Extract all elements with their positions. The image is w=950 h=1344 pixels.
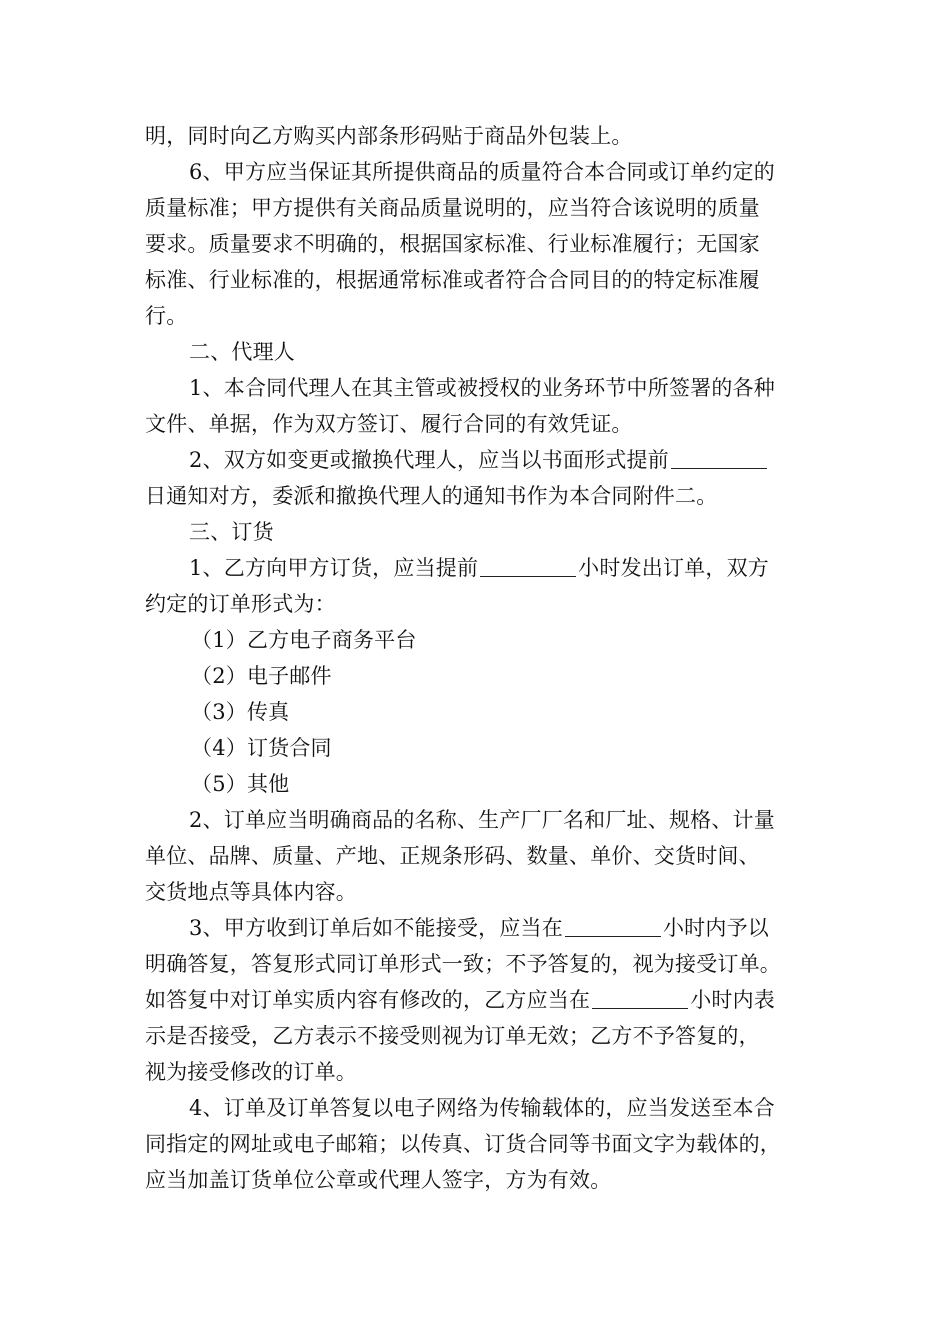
line-text: 小时内表 [690,988,776,1012]
paragraph-line: 同指定的网址或电子邮箱；以传真、订货合同等书面文字为载体的， [145,1132,781,1156]
paragraph-line: 明确答复，答复形式同订单形式一致；不予答复的，视为接受订单。 [145,952,781,976]
paragraph-line: 单位、品牌、质量、产地、正规条形码、数量、单价、交货时间、 [145,844,760,868]
paragraph-line: 要求。质量要求不明确的，根据国家标准、行业标准履行；无国家 [145,232,760,256]
line-text: 2、双方如变更或撤换代理人，应当以书面形式提前 [189,448,669,472]
list-item: （5）其他 [191,772,290,796]
paragraph-line: 标准、行业标准的，根据通常标准或者符合合同目的的特定标准履 [145,268,760,292]
line-text: 3、甲方收到订单后如不能接受，应当在 [189,916,563,940]
paragraph-line: 约定的订单形式为： [145,592,336,616]
line-text: 小时内予以 [662,916,769,940]
paragraph-line: 2、订单应当明确商品的名称、生产厂厂名和厂址、规格、计量 [189,808,775,832]
section-heading-agent: 二、代理人 [189,340,295,364]
list-item: （2）电子邮件 [191,664,332,688]
paragraph-line [145,442,815,478]
section-heading-ordering: 三、订货 [189,520,274,544]
fill-in-blank [565,916,661,937]
paragraph-line [145,550,815,586]
paragraph-line: 示是否接受，乙方表示不接受则视为订单无效；乙方不予答复的， [145,1024,760,1048]
fill-in-blank [480,556,576,577]
paragraph-line: 行。 [145,304,188,328]
paragraph-line: 6、甲方应当保证其所提供商品的质量符合本合同或订单约定的 [189,160,775,184]
paragraph-line: 视为接受修改的订单。 [145,1060,357,1084]
line-text: 1、乙方向甲方订货，应当提前 [189,556,479,580]
paragraph-line: 文件、单据，作为双方签订、履行合同的有效凭证。 [145,412,633,436]
paragraph-line: 质量标准；甲方提供有关商品质量说明的，应当符合该说明的质量 [145,196,760,220]
paragraph-line: 明，同时向乙方购买内部条形码贴于商品外包装上。 [145,124,633,148]
line-text: 如答复中对订单实质内容有修改的，乙方应当在 [145,988,591,1012]
paragraph-line [145,982,815,1018]
paragraph-line: 4、订单及订单答复以电子网络为传输载体的，应当发送至本合 [189,1096,775,1120]
paragraph-line [145,910,815,946]
list-item: （3）传真 [191,700,290,724]
list-item: （1）乙方电子商务平台 [191,628,417,652]
paragraph-line: 应当加盖订货单位公章或代理人签字，方为有效。 [145,1168,612,1192]
document-body [145,118,815,1198]
fill-in-blank [592,988,688,1009]
line-text: 小时发出订单，双方 [578,556,769,580]
paragraph-line: 日通知对方，委派和撤换代理人的通知书作为本合同附件二。 [145,484,718,508]
paragraph-line: 交货地点等具体内容。 [145,880,357,904]
fill-in-blank [671,448,767,469]
list-item: （4）订货合同 [191,736,332,760]
paragraph-line: 1、本合同代理人在其主管或被授权的业务环节中所签署的各种 [189,376,775,400]
